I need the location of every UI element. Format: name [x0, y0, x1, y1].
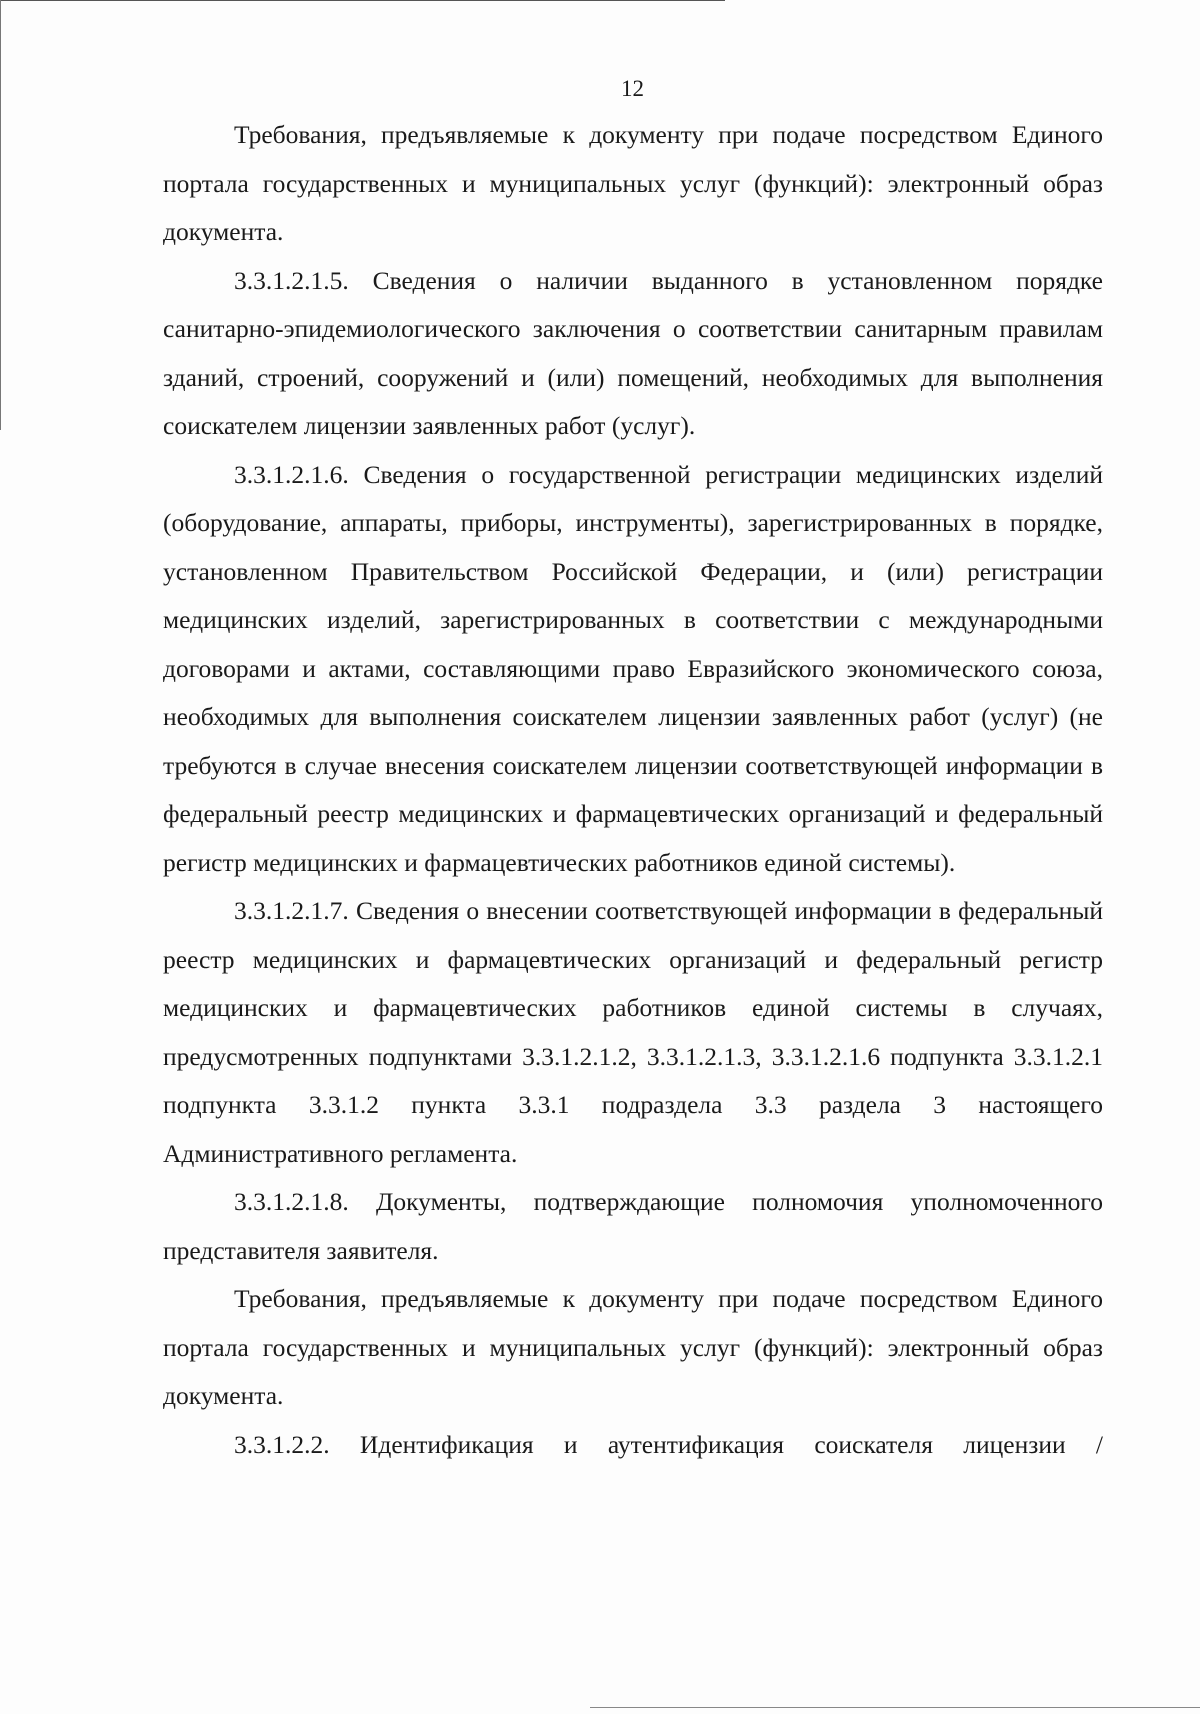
- scan-edge-bottom: [590, 1707, 1200, 1708]
- paragraph-3-3-1-2-1-7: 3.3.1.2.1.7. Сведения о внесении соответствующей информации в федеральный реестр медицинских и фармацевтических организаций и федеральный регистр медицинских и фармацевтических работников единой системы в случаях, предусмотренных подпунктами 3.3.1.2.1.2, 3.3.1.2.1.3, 3.3.1.2.1.6 подпункта 3.3.1.2.1 подпункта 3.3.1.2 пункта 3.3.1 подраздела 3.3 раздела 3 настоящего Административного регламента.: [163, 896, 1103, 1168]
- paragraph-requirements-2: Требования, предъявляемые к документу при подаче посредством Единого портала государственных и муниципальных услуг (функций): электронный образ документа.: [163, 1284, 1103, 1410]
- paragraph-requirements-1: Требования, предъявляемые к документу при подаче посредством Единого портала государственных и муниципальных услуг (функций): электронный образ документа.: [163, 120, 1103, 246]
- paragraph-3-3-1-2-2: 3.3.1.2.2. Идентификация и аутентификация соискателя лицензии /: [234, 1429, 1103, 1459]
- scan-edge-top: [0, 0, 725, 1]
- scan-edge-left: [0, 0, 1, 430]
- page-number: 12: [621, 76, 644, 101]
- paragraph-3-3-1-2-1-8: 3.3.1.2.1.8. Документы, подтверждающие полномочия уполномоченного представителя заявителя.: [163, 1187, 1103, 1265]
- paragraph-3-3-1-2-1-6: 3.3.1.2.1.6. Сведения о государственной регистрации медицинских изделий (оборудование, аппараты, приборы, инструменты), зарегистрированных в порядке, установленном Правительством Российской Федерации, и (или) регистрации медицинских изделий, зарегистрированных в соответствии с международными договорами и актами, составляющими право Евразийского экономического союза, необходимых для выполнения соискателем лицензии заявленных работ (услуг) (не требуются в случае внесения соискателем лицензии соответствующей информации в федеральный реестр медицинских и фармацевтических организаций и федеральный регистр медицинских и фармацевтических работников единой системы).: [163, 459, 1103, 877]
- document-body: [163, 111, 1103, 1469]
- paragraph-3-3-1-2-1-5: 3.3.1.2.1.5. Сведения о наличии выданного в установленном порядке санитарно-эпидемиологического заключения о соответствии санитарным правилам зданий, строений, сооружений и (или) помещений, необходимых для выполнения соискателем лицензии заявленных работ (услуг).: [163, 265, 1103, 440]
